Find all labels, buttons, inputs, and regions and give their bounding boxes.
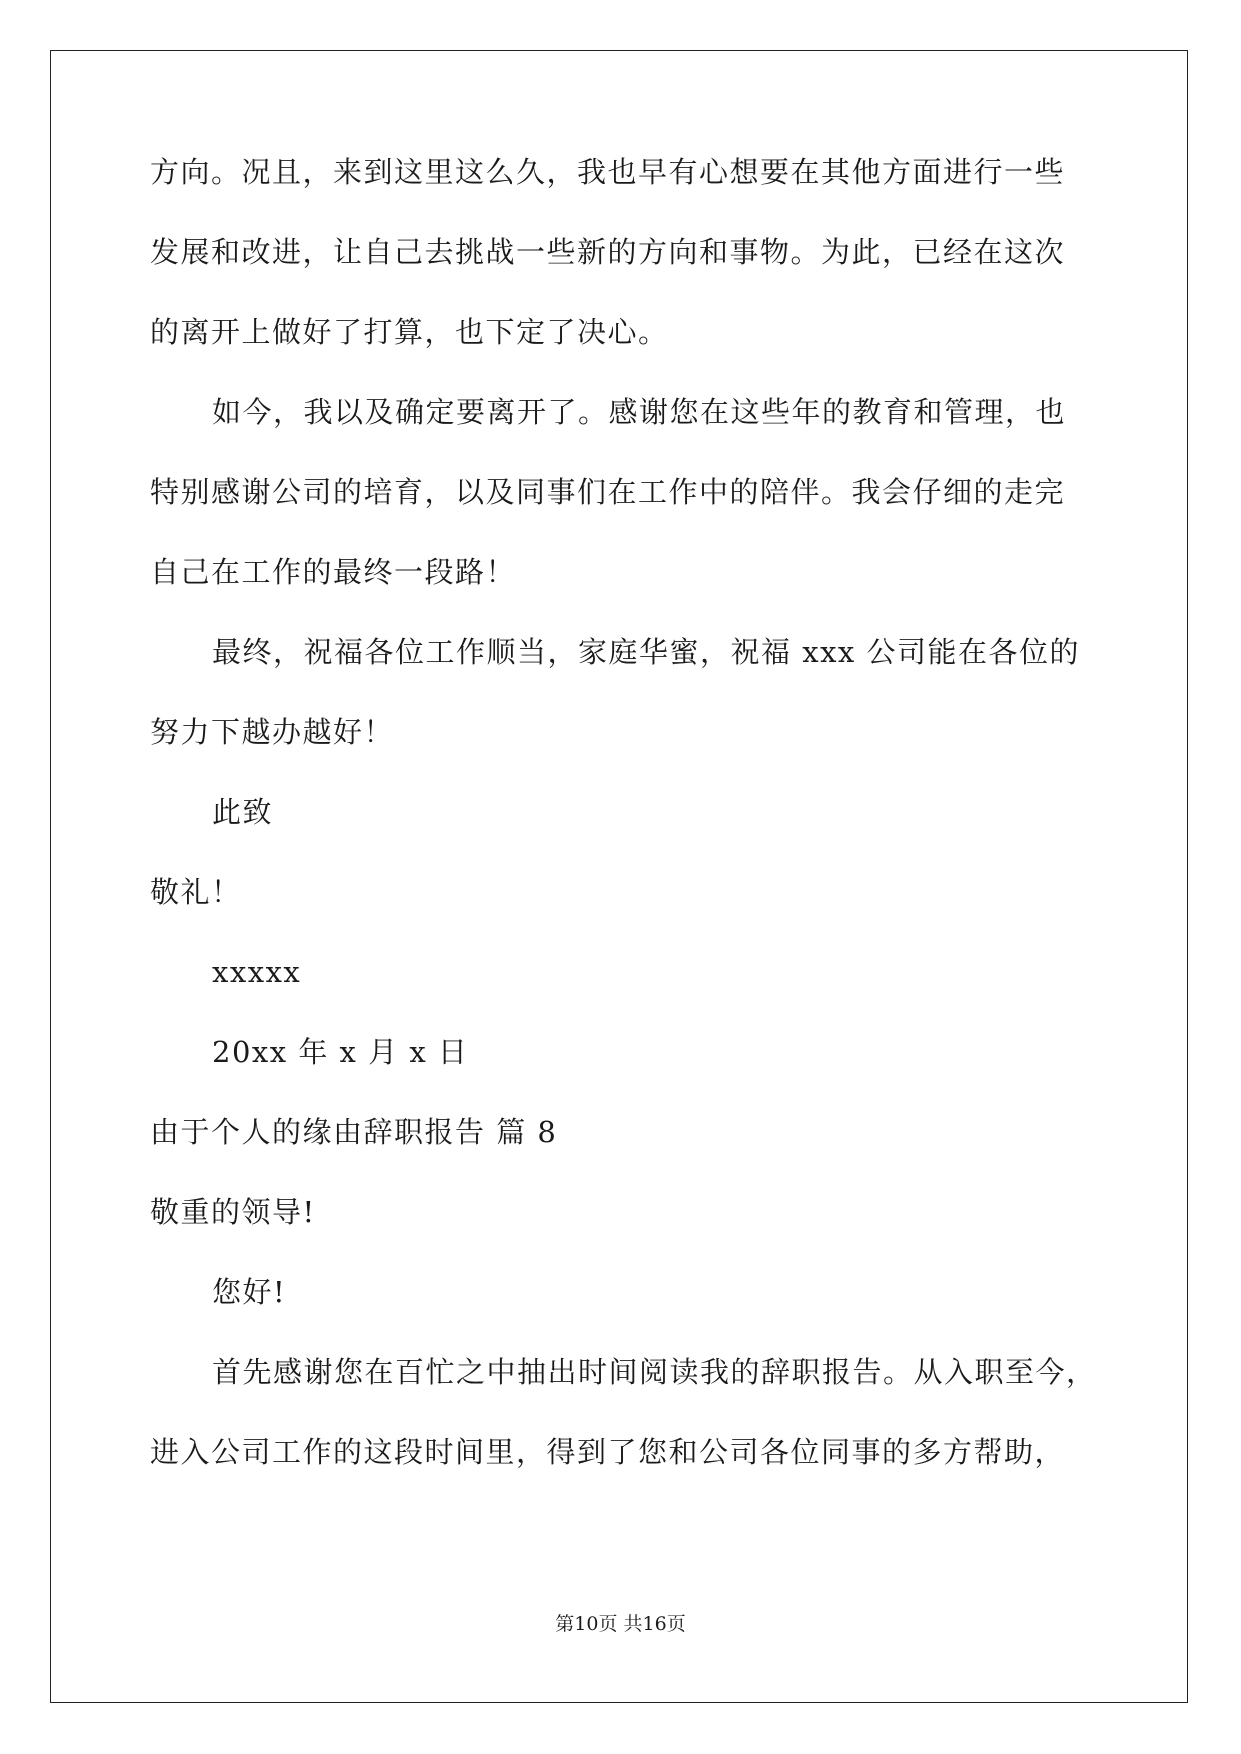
body-line-4: 如今，我以及确定要离开了。感谢您在这些年的教育和管理，也 [212,395,1067,429]
body-line-2: 发展和改进，让自己去挑战一些新的方向和事物。为此，已经在这次 [150,235,1066,269]
body-line-8: 努力下越办越好！ [150,715,395,749]
section-heading: 由于个人的缘由辞职报告 篇 8 [150,1115,558,1149]
body-line-3: 的离开上做好了打算，也下定了决心。 [150,315,669,349]
body-line-16: 首先感谢您在百忙之中抽出时间阅读我的辞职报告。从入职至今， [212,1355,1097,1389]
closing-cizhi: 此致 [212,795,274,829]
page-footer: 第10页 共16页 [555,1613,686,1635]
body-line-6: 自己在工作的最终一段路！ [150,555,517,589]
signature-name: xxxxx [212,955,302,989]
closing-jingli: 敬礼！ [150,875,242,909]
body-line-5: 特别感谢公司的培育，以及同事们在工作中的陪伴。我会仔细的走完 [150,475,1066,509]
body-line-17: 进入公司工作的这段时间里，得到了您和公司各位同事的多方帮助， [150,1435,1066,1469]
salutation: 敬重的领导! [150,1195,316,1229]
body-line-7: 最终，祝福各位工作顺当，家庭华蜜，祝福 xxx 公司能在各位的 [212,635,1081,669]
signature-date: 20xx 年 x 月 x 日 [212,1035,469,1069]
greeting: 您好! [212,1275,287,1309]
body-line-1: 方向。况且，来到这里这么久，我也早有心想要在其他方面进行一些 [150,155,1066,189]
